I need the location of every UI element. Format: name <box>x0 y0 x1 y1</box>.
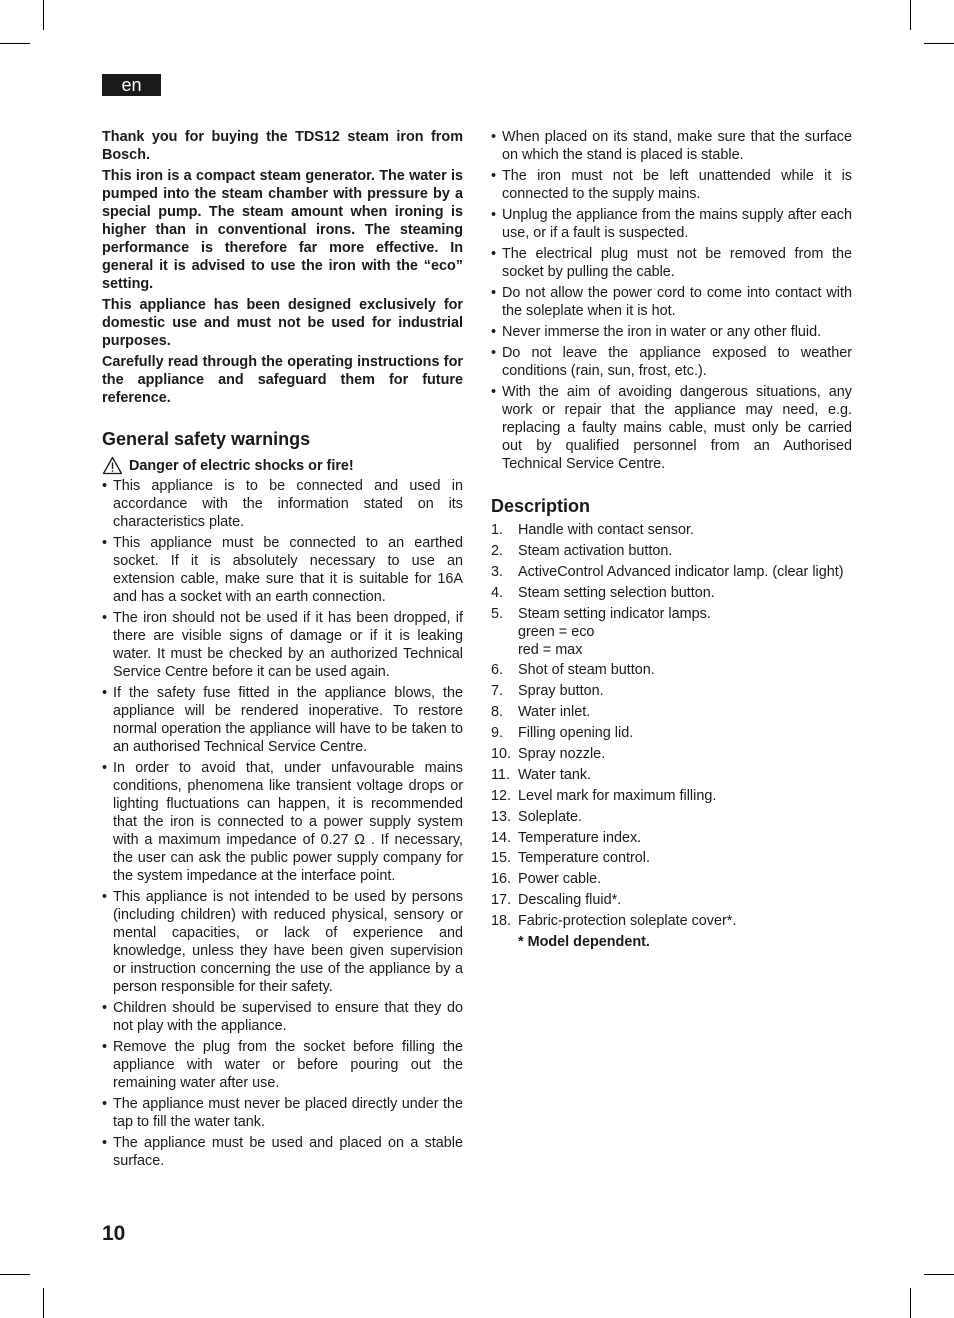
crop-mark <box>43 1288 44 1318</box>
safety-bullet: • With the aim of avoiding dangerous situations, any work or repair that the appliance may need, e.g. replacing a faulty mains cable, must only be carried out by qualified personnel from an Authorised Technical Service Centre. <box>491 383 852 473</box>
intro-paragraph: Thank you for buying the TDS12 steam iron from Bosch. <box>102 129 463 163</box>
item-label: Level mark for maximum filling. <box>518 787 717 804</box>
item-number: 16. <box>491 871 512 888</box>
description-item <box>491 787 852 805</box>
item-number: 6. <box>491 662 504 679</box>
item-text <box>518 829 852 847</box>
right-column <box>491 128 852 951</box>
item-label: Temperature control. <box>518 850 650 867</box>
warning-triangle-icon <box>102 456 123 475</box>
item-subline: red = max <box>518 641 583 658</box>
description-item <box>491 521 852 539</box>
page-number: 10 <box>102 1222 126 1245</box>
safety-bullet: • This appliance is not intended to be used by persons (including children) with reduced physical, sensory or mental capacities, or lack of experience and knowledge, unless they have been given supervision or instruction concerning the use of the appliance by a person responsible for their safety. <box>102 888 463 996</box>
item-text <box>518 521 852 539</box>
item-number: 5. <box>491 605 504 622</box>
safety-bullet: • Do not allow the power cord to come into contact with the soleplate when it is hot. <box>491 284 852 320</box>
item-number: 7. <box>491 683 504 700</box>
item-label: Filling opening lid. <box>518 725 634 742</box>
item-number: 3. <box>491 563 504 580</box>
description-item <box>491 584 852 602</box>
safety-bullet: • Do not leave the appliance exposed to weather conditions (rain, sun, frost, etc.). <box>491 344 852 380</box>
item-label: Steam activation button. <box>518 542 673 559</box>
item-text <box>518 808 852 826</box>
item-text <box>518 584 852 602</box>
item-label: ActiveControl Advanced indicator lamp. (clear light) <box>518 563 844 580</box>
crop-mark <box>924 1274 954 1275</box>
item-text <box>518 912 852 930</box>
description-item <box>491 703 852 721</box>
intro-paragraph: Carefully read through the operating instructions for the appliance and safeguard them for future reference. <box>102 354 463 406</box>
item-number: 15. <box>491 850 512 867</box>
description-heading: Description <box>491 496 591 516</box>
description-item <box>491 891 852 909</box>
safety-bullet: • Unplug the appliance from the mains supply after each use, or if a fault is suspected. <box>491 206 852 242</box>
item-number: 4. <box>491 584 504 601</box>
item-text <box>518 661 852 679</box>
description-item <box>491 912 852 930</box>
description-item <box>491 829 852 847</box>
item-number: 9. <box>491 725 504 742</box>
item-number: 1. <box>491 522 504 538</box>
safety-list-left <box>102 477 463 1170</box>
crop-mark <box>924 43 954 44</box>
safety-list-right <box>491 128 852 473</box>
language-tab: en <box>102 74 161 96</box>
item-number: 12. <box>491 787 512 804</box>
item-number: 8. <box>491 704 504 721</box>
item-text <box>518 542 852 560</box>
model-note: * Model dependent. <box>518 934 650 951</box>
intro-text <box>102 128 463 407</box>
crop-mark <box>910 0 911 30</box>
item-number: 11. <box>491 766 510 783</box>
left-column <box>102 128 463 1173</box>
description-item <box>491 849 852 867</box>
item-label: Temperature index. <box>518 829 642 846</box>
safety-bullet: • When placed on its stand, make sure that the surface on which the stand is placed is stable. <box>491 128 852 164</box>
item-text <box>518 682 852 700</box>
description-item <box>491 745 852 763</box>
safety-bullet: • Never immerse the iron in water or any other fluid. <box>491 323 852 341</box>
description-item <box>491 563 852 581</box>
description-list <box>491 521 852 930</box>
crop-mark <box>0 1274 30 1275</box>
item-label: Power cable. <box>518 871 602 888</box>
item-label: Water tank. <box>518 766 592 783</box>
description-item <box>491 724 852 742</box>
item-number: 18. <box>491 913 512 930</box>
description-item <box>491 870 852 888</box>
item-number: 13. <box>491 808 512 825</box>
item-label: Steam setting selection button. <box>518 584 715 601</box>
description-item <box>491 605 852 659</box>
safety-bullet: • This appliance must be connected to an earthed socket. If it is absolutely necessary to use an extension cable, make sure that it is suitable for 16A and has a socket with an earth connection. <box>102 534 463 606</box>
danger-text: Danger of electric shocks or fire! <box>129 458 354 474</box>
item-number: 2. <box>491 542 504 559</box>
item-text <box>518 745 852 763</box>
safety-bullet: • Children should be supervised to ensure that they do not play with the appliance. <box>102 999 463 1035</box>
item-number: 14. <box>491 829 512 846</box>
safety-bullet: • The iron should not be used if it has been dropped, if there are visible signs of damage or if it is leaking water. It must be checked by an authorized Technical Service Centre before it can be used again. <box>102 609 463 681</box>
item-text <box>518 563 852 581</box>
item-number: 10. <box>491 746 512 763</box>
safety-bullet: • The appliance must never be placed directly under the tap to fill the water tank. <box>102 1095 463 1131</box>
crop-mark <box>0 43 30 44</box>
crop-mark <box>43 0 44 30</box>
safety-bullet: • The iron must not be left unattended while it is connected to the supply mains. <box>491 167 852 203</box>
safety-bullet: • In order to avoid that, under unfavourable mains conditions, phenomena like transient voltage drops or lighting fluctuations can happen, it is recommended that the iron is connected to a power supply system with a maximum impedance of 0.27 Ω . If necessary, the user can ask the public power supply company for the system impedance at the interface point. <box>102 759 463 885</box>
item-label: Descaling fluid*. <box>518 892 622 909</box>
description-item <box>491 542 852 560</box>
item-text <box>518 870 852 888</box>
item-text <box>518 787 852 805</box>
safety-bullet: • If the safety fuse fitted in the appliance blows, the appliance will be rendered inoperative. To restore normal operation the appliance will have to be taken to an authorised Technical Service Centre. <box>102 684 463 756</box>
safety-bullet: • The electrical plug must not be removed from the socket by pulling the cable. <box>491 245 852 281</box>
item-label: Handle with contact sensor. <box>518 522 694 538</box>
item-label: Steam setting indicator lamps. <box>518 605 711 622</box>
safety-heading: General safety warnings <box>102 429 311 449</box>
item-text <box>518 724 852 742</box>
item-text <box>518 766 852 784</box>
crop-mark <box>910 1288 911 1318</box>
item-text <box>518 605 852 659</box>
intro-paragraph: This appliance has been designed exclusively for domestic use and must not be used for industrial purposes. <box>102 297 463 349</box>
item-number: 17. <box>491 892 512 909</box>
danger-line <box>102 456 463 475</box>
description-item <box>491 766 852 784</box>
description-item <box>491 808 852 826</box>
item-text <box>518 891 852 909</box>
item-text <box>518 849 852 867</box>
intro-paragraph: This iron is a compact steam generator. The water is pumped into the steam chamber with pressure by a special pump. The steam amount when ironing is higher than in conventional irons. The steaming performance is therefore far more effective. In general it is advised to use the iron with the “eco” setting. <box>102 168 463 292</box>
item-label: Shot of steam button. <box>518 662 655 679</box>
safety-bullet: • Remove the plug from the socket before filling the appliance with water or before pouring out the remaining water after use. <box>102 1038 463 1092</box>
item-label: Spray button. <box>518 683 604 700</box>
item-label: Water inlet. <box>518 704 591 721</box>
item-label: Fabric-protection soleplate cover*. <box>518 913 737 930</box>
safety-bullet: • This appliance is to be connected and used in accordance with the information stated on its characteristics plate. <box>102 477 463 531</box>
item-subline: green = eco <box>518 623 595 640</box>
item-label: Soleplate. <box>518 808 583 825</box>
description-item <box>491 661 852 679</box>
description-item <box>491 682 852 700</box>
item-label: Spray nozzle. <box>518 746 606 763</box>
safety-bullet: • The appliance must be used and placed on a stable surface. <box>102 1134 463 1170</box>
item-text <box>518 703 852 721</box>
